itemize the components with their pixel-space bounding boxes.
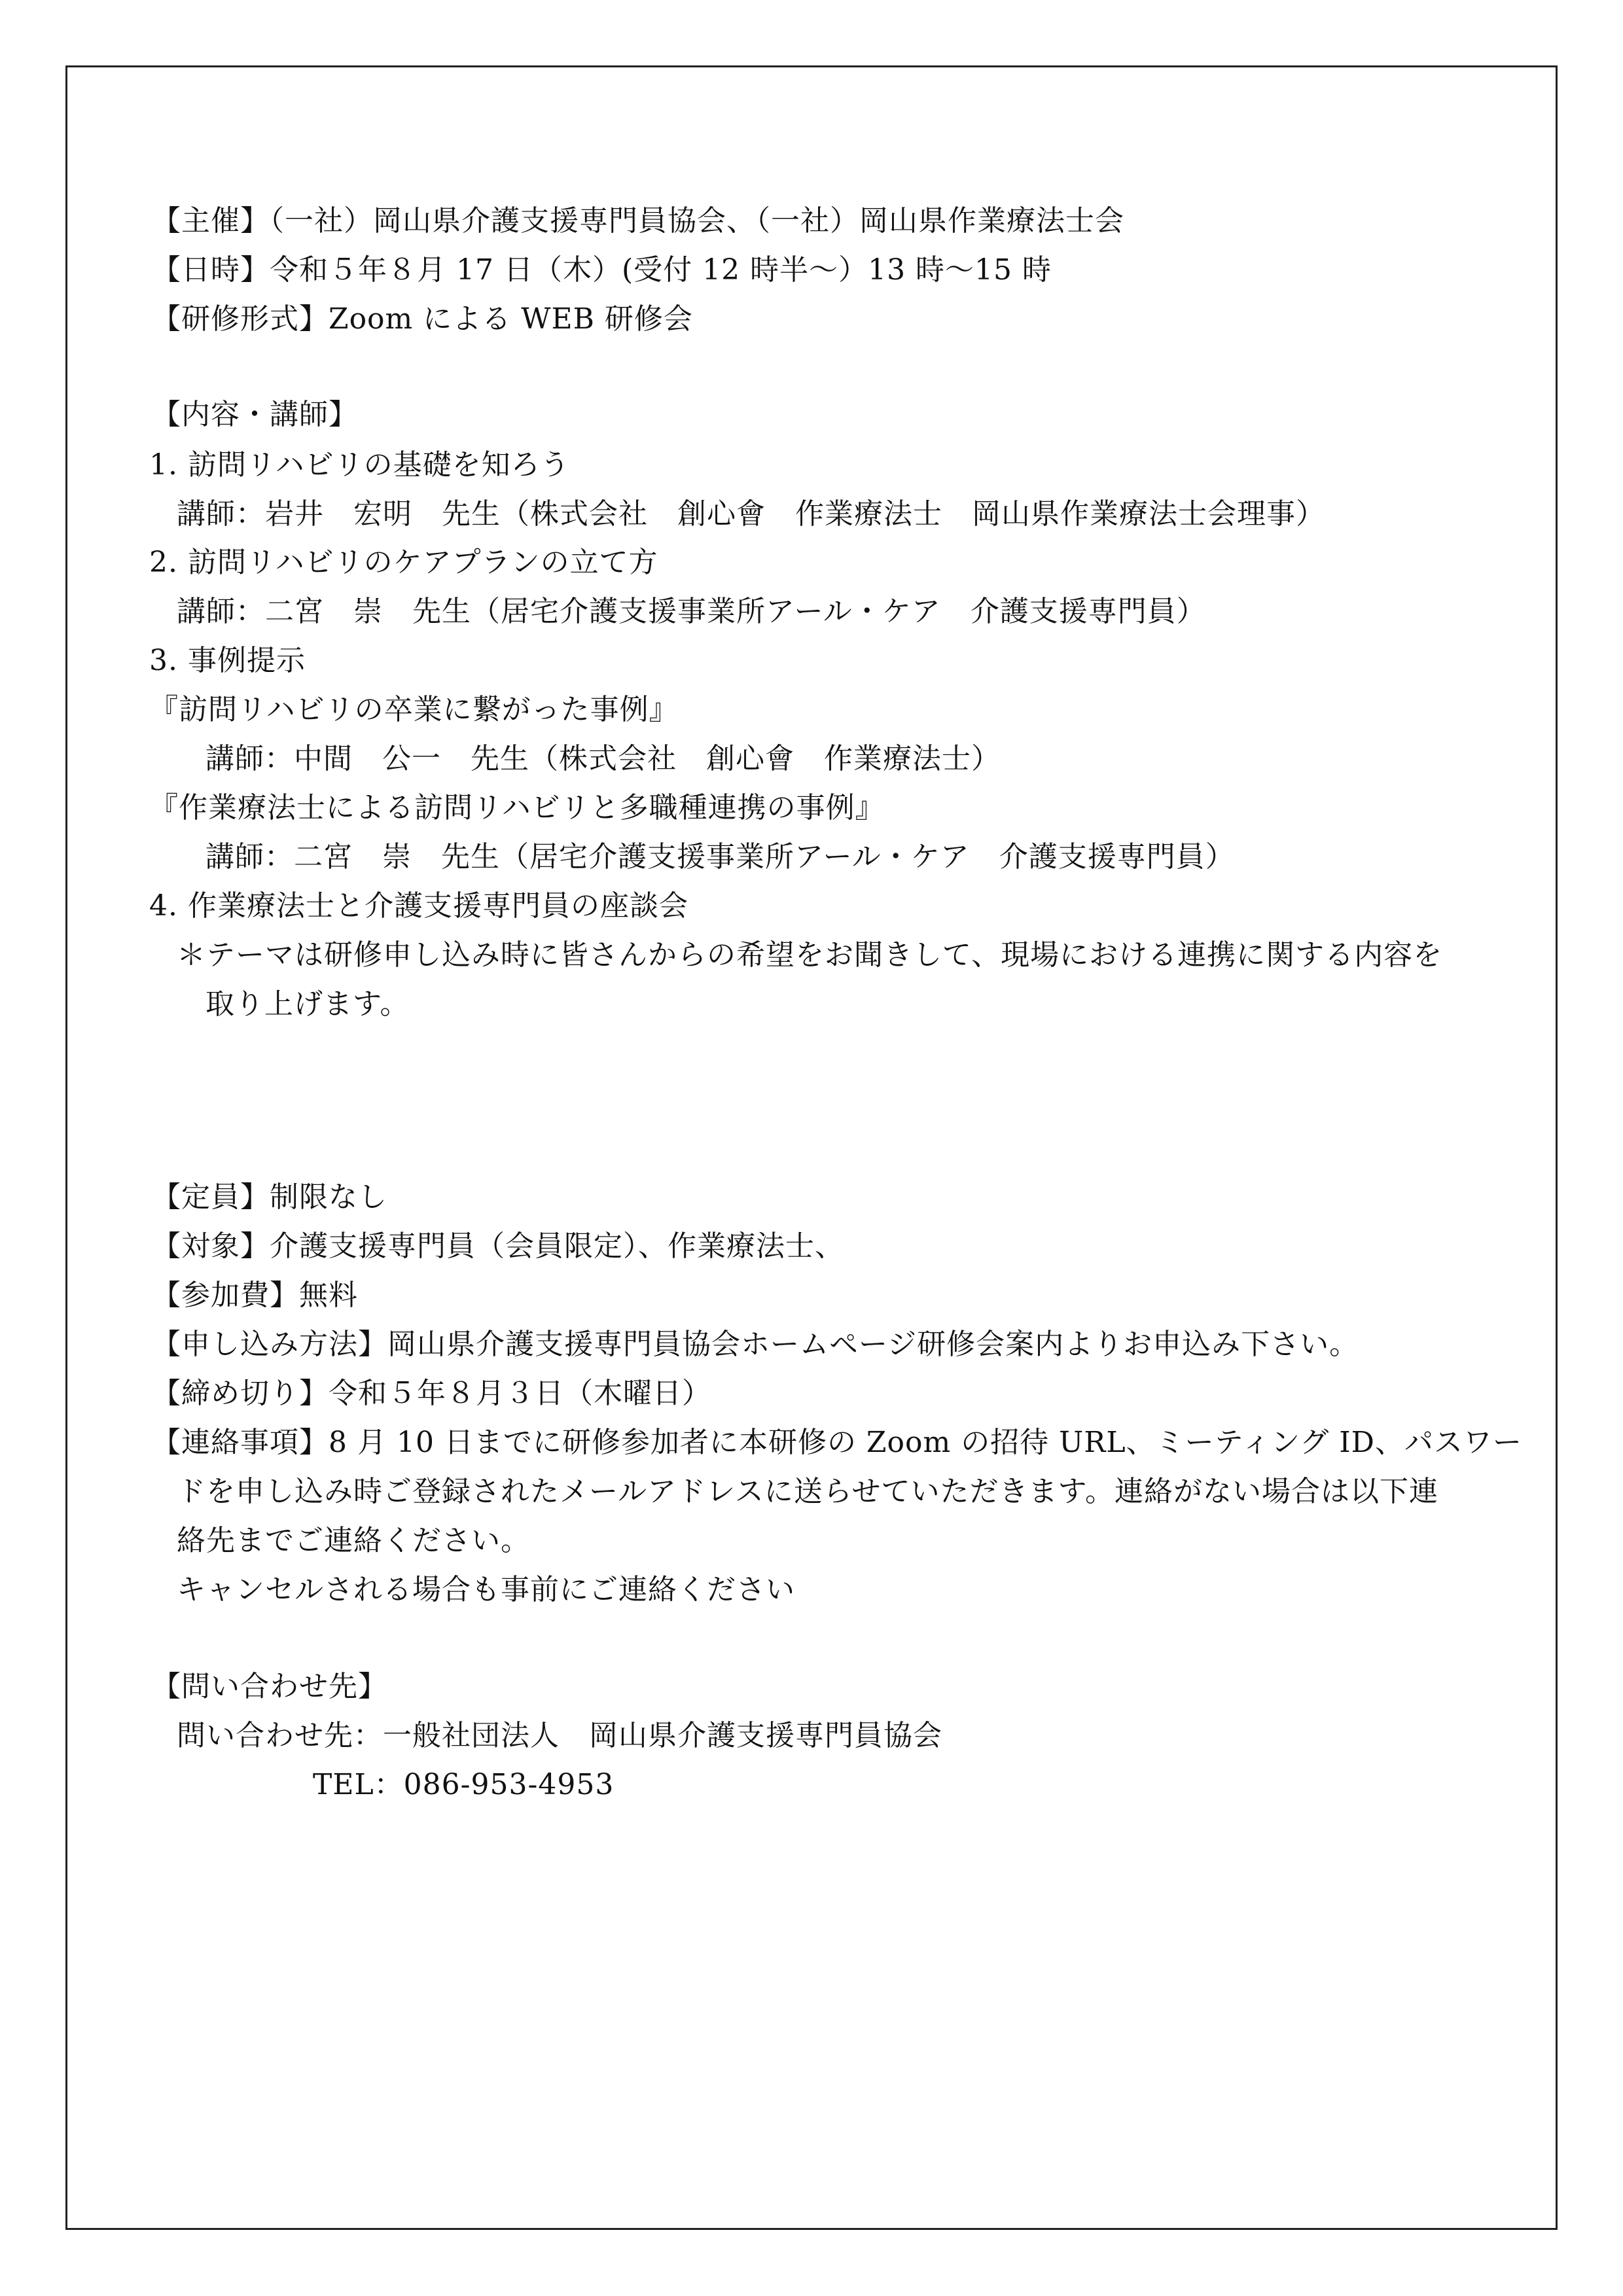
datetime-line: 【日時】令和５年８月 17 日（木）(受付 12 時半～）13 時～15 時	[152, 253, 1052, 287]
program-item-2-lecturer: 講師：二宮 崇 先生（居宅介護支援事業所アール・ケア 介護支援専門員）	[177, 595, 1206, 628]
case-2-lecturer: 講師：二宮 崇 先生（居宅介護支援事業所アール・ケア 介護支援専門員）	[205, 840, 1235, 874]
program-item-1-title: 1. 訪問リハビリの基礎を知ろう	[149, 448, 570, 482]
organizer-line: 【主催】（一社）岡山県介護支援専門員協会、（一社）岡山県作業療法士会	[152, 204, 1124, 238]
fee-line: 【参加費】無料	[152, 1279, 358, 1312]
contact-heading: 【問い合わせ先】	[152, 1670, 387, 1703]
notice-line-4: キャンセルされる場合も事前にご連絡ください	[177, 1573, 795, 1606]
program-item-2-title: 2. 訪問リハビリのケアプランの立て方	[149, 546, 658, 579]
format-line: 【研修形式】Zoom による WEB 研修会	[152, 302, 693, 336]
program-item-4-title: 4. 作業療法士と介護支援専門員の座談会	[149, 889, 688, 923]
notice-line-3: 絡先までご連絡ください。	[177, 1524, 530, 1557]
case-1-title: 『訪問リハビリの卒業に繋がった事例』	[149, 693, 679, 726]
case-2-title: 『作業療法士による訪問リハビリと多職種連携の事例』	[149, 791, 885, 824]
program-item-1-lecturer: 講師：岩井 宏明 先生（株式会社 創心會 作業療法士 岡山県作業療法士会理事）	[177, 497, 1325, 531]
program-heading: 【内容・講師】	[152, 398, 358, 431]
deadline-line: 【締め切り】令和５年８月３日（木曜日）	[152, 1377, 711, 1410]
notice-line-2: ドを申し込み時ご登録されたメールアドレスに送らせていただきます。連絡がない場合は以下連	[177, 1475, 1438, 1508]
program-note-line-2: 取り上げます。	[205, 987, 410, 1021]
contact-organization: 問い合わせ先：一般社団法人 岡山県介護支援専門員協会	[177, 1719, 942, 1752]
case-1-lecturer: 講師：中間 公一 先生（株式会社 創心會 作業療法士）	[205, 742, 1001, 775]
program-note-line-1: ＊テーマは研修申し込み時に皆さんからの希望をお聞きして、現場における連携に関する内容を	[177, 938, 1443, 972]
notice-line-1: 【連絡事項】8 月 10 日までに研修参加者に本研修の Zoom の招待 URL、ミーティング ID、パスワー	[152, 1426, 1522, 1459]
target-line: 【対象】介護支援専門員（会員限定）、作業療法士、	[152, 1229, 844, 1263]
capacity-line: 【定員】制限なし	[152, 1180, 387, 1214]
program-item-3-title: 3. 事例提示	[149, 644, 306, 677]
contact-telephone: TEL：086-953-4953	[313, 1768, 615, 1801]
apply-line: 【申し込み方法】岡山県介護支援専門員協会ホームページ研修会案内よりお申込み下さい。	[152, 1328, 1359, 1361]
